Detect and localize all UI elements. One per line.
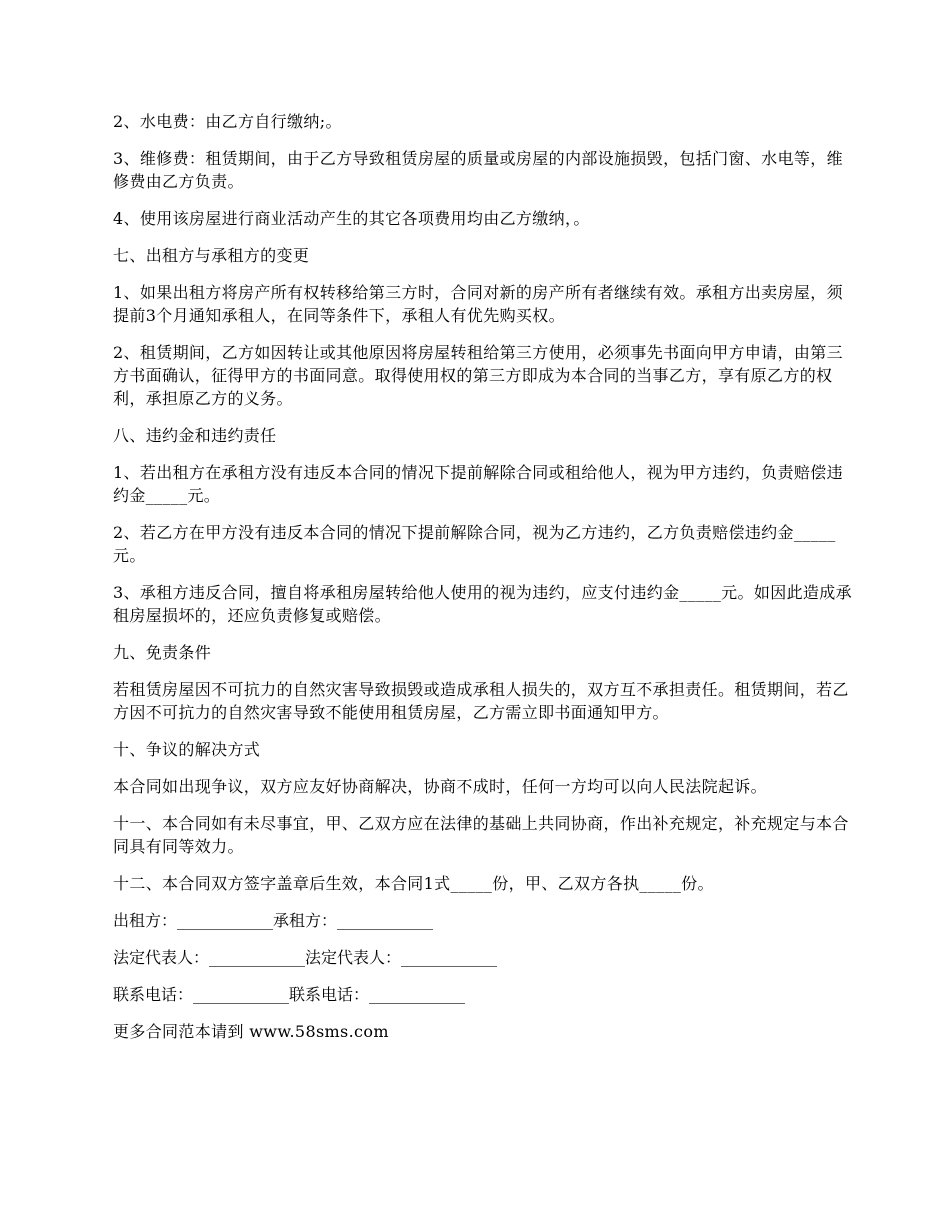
lessor-representative-field: 法定代表人：____________ <box>113 948 306 967</box>
lessee-representative-field: 法定代表人：____________ <box>305 948 498 967</box>
lessor-signature-field: 出租方：____________ <box>113 911 274 930</box>
section-heading-7: 七、出租方与承租方的变更 <box>113 246 310 265</box>
footer-promo-text: 更多合同范本请到 www.58sms.com <box>113 1022 389 1041</box>
clause-8-1: 1、若出租方在承租方没有违反本合同的情况下提前解除合同或租给他人，视为甲方违约，负责赔偿违约金_____元。 <box>113 463 843 505</box>
signature-row-phones <box>113 983 853 1006</box>
section-heading-8: 八、违约金和违约责任 <box>113 426 277 445</box>
clause-9: 若租赁房屋因不可抗力的自然灾害导致损毁或造成承租人损失的，双方互不承担责任。租赁期间，若乙方因不可抗力的自然灾害导致不能使用租赁房屋，乙方需立即书面通知甲方。 <box>113 680 849 722</box>
signature-row-parties <box>113 909 853 932</box>
clause-8-3: 3、承租方违反合同，擅自将承租房屋转给他人使用的视为违约，应支付违约金_____元。如因此造成承租房屋损坏的，还应负责修复或赔偿。 <box>113 583 852 625</box>
clause-7-1: 1、如果出租方将房产所有权转移给第三方时，合同对新的房产所有者继续有效。承租方出卖房屋，须提前3个月通知承租人，在同等条件下，承租人有优先购买权。 <box>113 283 843 325</box>
clause-8-2: 2、若乙方在甲方没有违反本合同的情况下提前解除合同，视为乙方违约，乙方负责赔偿违约金_____元。 <box>113 523 836 565</box>
lessee-signature-field: 承租方：____________ <box>273 911 434 930</box>
clause-repair-fee: 3、维修费：租赁期间，由于乙方导致租赁房屋的质量或房屋的内部设施损毁，包括门窗、水电等，维修费由乙方负责。 <box>113 149 843 191</box>
section-heading-9: 九、免责条件 <box>113 643 212 662</box>
section-heading-10: 十、争议的解决方式 <box>113 740 261 759</box>
lessee-phone-field: 联系电话：____________ <box>289 985 466 1004</box>
clause-business-fees: 4、使用该房屋进行商业活动产生的其它各项费用均由乙方缴纳，。 <box>113 209 590 228</box>
document-body <box>113 110 853 1057</box>
lessor-phone-field: 联系电话：____________ <box>113 985 290 1004</box>
clause-7-2: 2、租赁期间，乙方如因转让或其他原因将房屋转租给第三方使用，必须事先书面向甲方申请，由第三方书面确认，征得甲方的书面同意。取得使用权的第三方即成为本合同的当事乙方，享有原乙方的权利，承担原乙方的义务。 <box>113 343 843 408</box>
clause-12: 十二、本合同双方签字盖章后生效，本合同1式_____份，甲、乙双方各执_____份。 <box>113 874 714 893</box>
clause-11: 十一、本合同如有未尽事宜，甲、乙双方应在法律的基础上共同协商，作出补充规定，补充规定与本合同具有同等效力。 <box>113 814 849 856</box>
signature-row-representatives <box>113 946 853 969</box>
clause-10: 本合同如出现争议，双方应友好协商解决，协商不成时，任何一方均可以向人民法院起诉。 <box>113 777 768 796</box>
clause-utilities: 2、水电费：由乙方自行缴纳;。 <box>113 112 342 131</box>
